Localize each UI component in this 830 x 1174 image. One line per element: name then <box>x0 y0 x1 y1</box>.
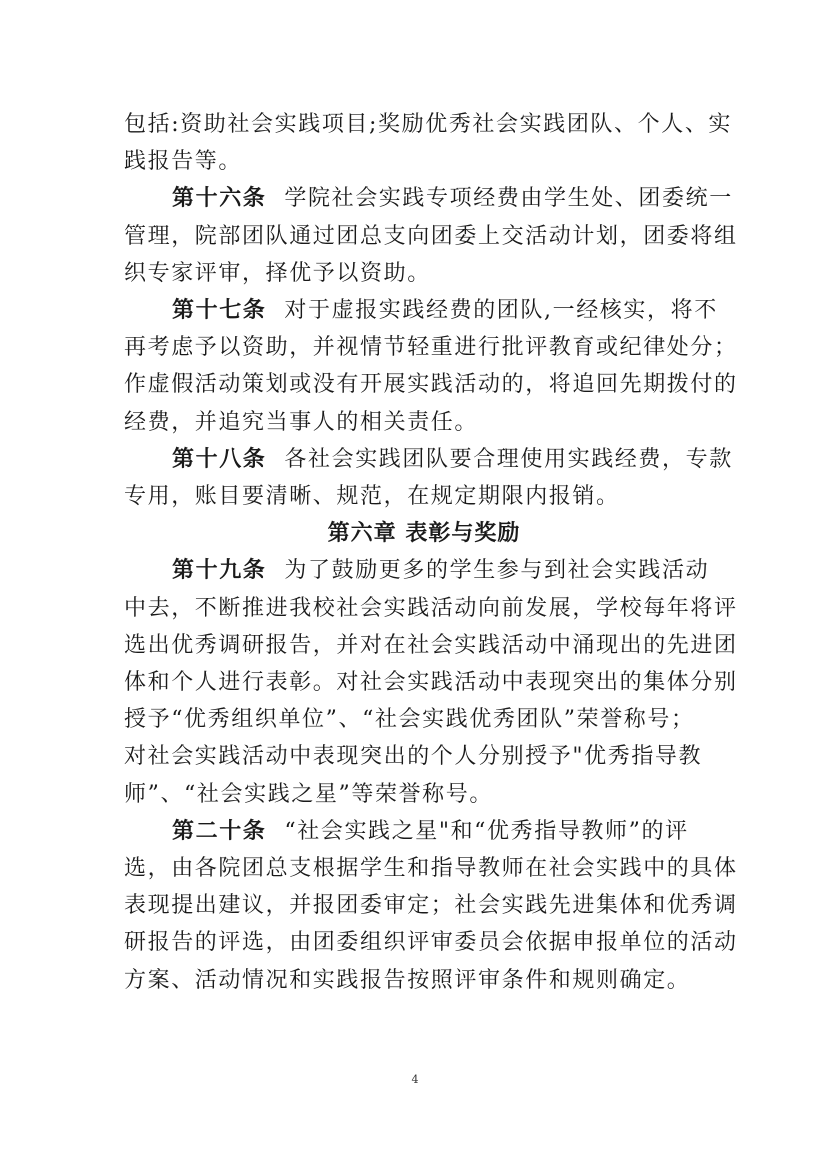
article-text: 对于虚报实践经费的团队,一经核实，将不 <box>284 298 718 324</box>
article-text: 各社会实践团队要合理使用实践经费，专款 <box>284 446 733 472</box>
text-line-first <box>124 813 724 850</box>
article-number: 第十九条 <box>172 558 267 584</box>
article-text: “社会实践之星"和“优秀指导教师”的评 <box>284 818 689 844</box>
text-line: 经费，并追究当事人的相关责任。 <box>124 409 479 435</box>
article-text: 学院社会实践专项经费由学生处、团委统一 <box>284 186 733 212</box>
article-number: 第二十条 <box>172 818 267 844</box>
text-line: 表现提出建议，并报团委审定；社会实践先进集体和优秀调 <box>124 893 738 919</box>
text-line-first <box>124 441 733 478</box>
text-line: 专用，账目要清晰、规范，在规定期限内报销。 <box>124 484 620 510</box>
text-line: 方案、活动情况和实践报告按照评审条件和规则确定。 <box>124 967 691 993</box>
text-line: 作虚假活动策划或没有开展实践活动的，将追回先期拨付的 <box>124 372 738 398</box>
text-line-first <box>124 552 724 589</box>
text-line: 践报告等。 <box>124 149 243 175</box>
article-number: 第十七条 <box>172 298 267 324</box>
article-number: 第十六条 <box>172 186 267 212</box>
chapter-heading: 第六章 表彰与奖励 <box>327 521 521 547</box>
text-line: 对社会实践活动中表现突出的个人分别授予"优秀指导教 <box>124 744 703 770</box>
article-text: 为了鼓励更多的学生参与到社会实践活动 <box>284 558 710 584</box>
article-19 <box>124 552 738 812</box>
page-number: 4 <box>411 1073 419 1086</box>
paragraph-continuation <box>124 106 733 180</box>
text-line: 师”、“社会实践之星”等荣誉称号。 <box>124 781 493 807</box>
text-line: 体和个人进行表彰。对社会实践活动中表现突出的集体分别 <box>124 670 738 696</box>
text-line: 授予“优秀组织单位”、“社会实践优秀团队”荣誉称号； <box>124 707 695 733</box>
text-line: 再考虑予以资助，并视情节轻重进行批评教育或纪律处分； <box>124 335 738 361</box>
text-line-first <box>124 292 724 329</box>
article-number: 第十八条 <box>172 446 267 472</box>
article-18 <box>124 441 733 515</box>
text-line: 选，由各院团总支根据学生和指导教师在社会实践中的具体 <box>124 856 738 882</box>
text-line-first <box>124 180 733 217</box>
text-line: 中去，不断推进我校社会实践活动向前发展，学校每年将评 <box>124 595 738 621</box>
document-body <box>124 106 738 999</box>
text-line: 选出优秀调研报告，并对在社会实践活动中涌现出的先进团 <box>124 632 738 658</box>
text-line: 包括:资助社会实践项目;奖励优秀社会实践团队、个人、实 <box>124 112 733 137</box>
text-line: 管理，院部团队通过团总支向团委上交活动计划，团委将组 <box>124 223 738 249</box>
article-17 <box>124 292 738 441</box>
article-20 <box>124 813 738 999</box>
text-line: 研报告的评选，由团委组织评审委员会依据申报单位的活动 <box>124 930 738 956</box>
article-16 <box>124 180 738 292</box>
text-line: 织专家评审，择优予以资助。 <box>124 260 431 286</box>
